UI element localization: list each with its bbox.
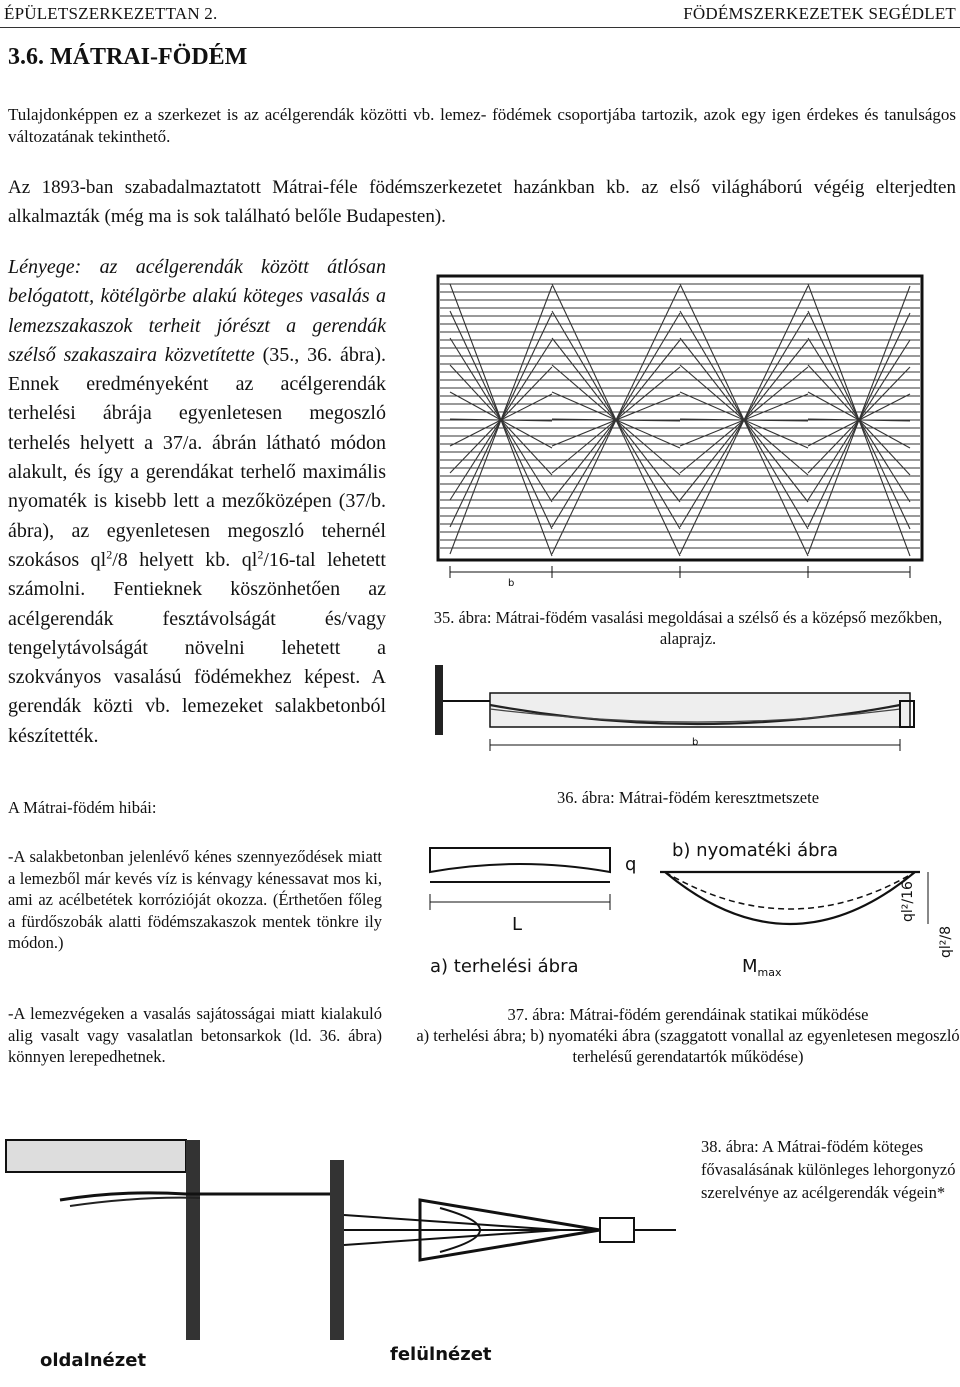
essence-ref: (35., 36. ábra).	[262, 343, 387, 366]
header-left: ÉPÜLETSZERKEZETTAN 2.	[4, 4, 218, 23]
fig37-label-q: q	[625, 854, 637, 875]
fig36-dim-b: b	[692, 737, 699, 748]
fault-item-2: -A lemezvégeken a vasalás sajátosságai miatt kialakuló alig vasalt vagy vasalatlan betonsarkok (ld. 36. ábra) könnyen lerepedhetnek.	[8, 1004, 382, 1066]
figure-35-caption: 35. ábra: Mátrai-födém vasalási megoldásai a szélső és a középső mezőkben, alaprajz.	[433, 608, 943, 648]
fig37-label-ql16: ql²/16	[900, 881, 916, 922]
fig37-label-L: L	[512, 914, 523, 935]
figure-37-statics	[420, 826, 960, 986]
fig37-label-a: a) terhelési ábra	[430, 956, 579, 977]
figure-37-caption-line1: 37. ábra: Mátrai-födém gerendáinak statikai működése	[507, 1005, 869, 1024]
fig37-label-mmax: $M_{max}$	[742, 956, 782, 979]
essence-sup-1: 2	[106, 547, 113, 562]
header-right: FÖDÉMSZERKEZETEK SEGÉDLET	[683, 4, 956, 23]
fig38-label-side: oldalnézet	[40, 1350, 147, 1371]
essence-end: /16-tal lehetett számolni. Fentieknek köszönhetően az acélgerendák fesztávolságát és/vagy tengelytávolságát növelni lehetett a szokványos vasalású födémekhez képest. A gerendák közti vb. lemezeket salakbetonból készítették.	[8, 548, 386, 747]
fault-item-1: -A salakbetonban jelenlévő kénes szennyeződések miatt a lemezből már kevés víz is kénvagy kénessavat mos ki, ami az acélbetétek korrózióját okozza. (Érthetően főleg a fürdőszobák alatti födémszakaszok mentek tönkre ily módon.)	[8, 847, 382, 952]
figure-37-caption	[416, 1004, 960, 1067]
fig37-label-ql8: ql²/8	[938, 925, 954, 958]
fig38-label-top: felülnézet	[390, 1344, 492, 1365]
intro-paragraph: Tulajdonképpen ez a szerkezet is az acélgerendák közötti vb. lemez- födémek csoportjába tartozik, azok egy igen érdekes és tanulságos változatának tekinthető.	[8, 105, 956, 146]
header-divider	[0, 27, 960, 28]
figure-36-section	[430, 665, 930, 765]
essence-italic: Lényege: az acélgerendák között átlósan belógatott, kötélgörbe alakú köteges vasalás a lemezszakaszok terheit jórészt a gerendák szélső szakaszaira közvetítette	[8, 256, 386, 366]
essence-mid: /8 helyett kb. ql	[112, 548, 258, 571]
history-paragraph: Az 1893-ban szabadalmaztatott Mátrai-féle födémszerkezetet hazánkban kb. az első világháború végéig elterjedten alkalmazták (még ma is sok található belőle Budapesten).	[8, 177, 956, 227]
faults-title: A Mátrai-födém hibái:	[8, 798, 157, 817]
figure-38-caption: 38. ábra: A Mátrai-födém köteges fővasalásának különleges lehorgonyzó szerelvénye az acélgerendák végein*	[701, 1137, 956, 1202]
figure-35-plan	[430, 270, 930, 590]
essence-body: Ennek eredményeként az acélgerendák terhelési ábrája egyenletesen megoszló terhelés helyett a 37/a. ábrán látható módon alakult, és így a gerendákat terhelő maximális nyomaték is kisebb lett a mezőközépen (37/b. ábra), az egyenletesen megoszló tehernél szokásos ql	[8, 373, 386, 571]
figure-38-anchorage	[0, 1120, 680, 1387]
fig37-label-b: b) nyomatéki ábra	[672, 840, 838, 861]
fig35-dim-b: b	[508, 578, 515, 589]
essence-paragraph	[8, 253, 386, 751]
section-title: 3.6. MÁTRAI-FÖDÉM	[8, 44, 248, 70]
figure-36-caption: 36. ábra: Mátrai-födém keresztmetszete	[556, 788, 820, 807]
essence-sup-2: 2	[257, 547, 264, 562]
figure-37-caption-line2: a) terhelési ábra; b) nyomatéki ábra (szaggatott vonallal az egyenletesen megoszló terhelésű gerendatartók működése)	[416, 1026, 960, 1066]
